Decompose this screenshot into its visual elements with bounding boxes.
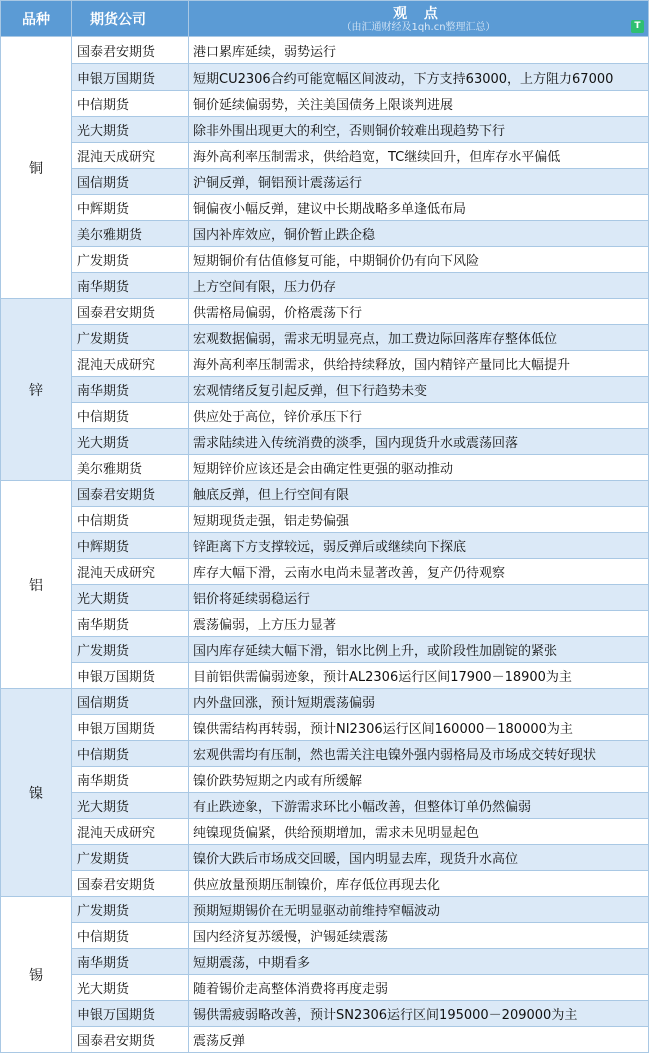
view-cell: 短期CU2306合约可能宽幅区间波动，下方支持63000，上方阻力67000 <box>189 64 649 91</box>
t-badge-icon[interactable]: T <box>631 20 644 33</box>
table-row <box>1 403 649 429</box>
view-cell: 需求陆续进入传统消费的淡季，国内现货升水或震荡回落 <box>189 429 649 455</box>
company-cell: 中信期货 <box>72 403 189 429</box>
table-row <box>1 351 649 377</box>
table-row <box>1 377 649 403</box>
view-cell: 国内补库效应，铜价暂止跌企稳 <box>189 221 649 247</box>
view-cell: 宏观数据偏弱，需求无明显亮点，加工费边际回落库存整体低位 <box>189 325 649 351</box>
table-row <box>1 91 649 117</box>
view-cell: 震荡偏弱，上方压力显著 <box>189 611 649 637</box>
table-row <box>1 949 649 975</box>
view-cell: 国内库存延续大幅下滑，铝水比例上升，或阶段性加剧锭的紧张 <box>189 637 649 663</box>
company-cell: 光大期货 <box>72 117 189 143</box>
view-cell: 触底反弹，但上行空间有限 <box>189 481 649 507</box>
table-row <box>1 637 649 663</box>
company-cell: 申银万国期货 <box>72 1001 189 1027</box>
view-cell: 震荡反弹 <box>189 1027 649 1053</box>
table-row <box>1 481 649 507</box>
header-view <box>189 1 649 37</box>
header-view-title: 观 点 <box>393 5 444 22</box>
table-row <box>1 325 649 351</box>
company-cell: 国泰君安期货 <box>72 299 189 325</box>
category-cell: 镍 <box>1 689 72 897</box>
table-row <box>1 663 649 689</box>
table-row <box>1 1027 649 1053</box>
view-cell: 供需格局偏弱，价格震荡下行 <box>189 299 649 325</box>
table-row <box>1 741 649 767</box>
view-cell: 镍价跌势短期之内或有所缓解 <box>189 767 649 793</box>
company-cell: 国泰君安期货 <box>72 871 189 897</box>
view-cell: 国内经济复苏缓慢，沪锡延续震荡 <box>189 923 649 949</box>
company-cell: 中信期货 <box>72 507 189 533</box>
header-company: 期货公司 <box>72 1 189 37</box>
header-category: 品种 <box>1 1 72 37</box>
view-cell: 短期铜价有估值修复可能，中期铜价仍有向下风险 <box>189 247 649 273</box>
view-cell: 供应处于高位，锌价承压下行 <box>189 403 649 429</box>
view-cell: 铜价延续偏弱势，关注美国债务上限谈判进展 <box>189 91 649 117</box>
company-cell: 广发期货 <box>72 845 189 871</box>
view-cell: 镍价大跌后市场成交回暖，国内明显去库，现货升水高位 <box>189 845 649 871</box>
table-row <box>1 273 649 299</box>
view-cell: 镍供需结构再转弱，预计NI2306运行区间160000－180000为主 <box>189 715 649 741</box>
table-row <box>1 533 649 559</box>
table-row <box>1 143 649 169</box>
view-cell: 预期短期锡价在无明显驱动前维持窄幅波动 <box>189 897 649 923</box>
company-cell: 美尔雅期货 <box>72 455 189 481</box>
company-cell: 光大期货 <box>72 429 189 455</box>
table-row <box>1 64 649 91</box>
table-row <box>1 793 649 819</box>
view-cell: 除非外围出现更大的利空，否则铜价较难出现趋势下行 <box>189 117 649 143</box>
table-row <box>1 715 649 741</box>
view-cell: 库存大幅下滑，云南水电尚未显著改善，复产仍待观察 <box>189 559 649 585</box>
table-row <box>1 1001 649 1027</box>
company-cell: 申银万国期货 <box>72 64 189 91</box>
table-row <box>1 871 649 897</box>
company-cell: 申银万国期货 <box>72 715 189 741</box>
table-row <box>1 429 649 455</box>
view-cell: 短期震荡，中期看多 <box>189 949 649 975</box>
view-cell: 海外高利率压制需求，供给持续释放，国内精锌产量同比大幅提升 <box>189 351 649 377</box>
company-cell: 广发期货 <box>72 897 189 923</box>
table-row <box>1 221 649 247</box>
view-cell: 锡供需疲弱略改善，预计SN2306运行区间195000－209000为主 <box>189 1001 649 1027</box>
company-cell: 广发期货 <box>72 247 189 273</box>
table-row <box>1 169 649 195</box>
table-row <box>1 845 649 871</box>
category-cell: 铜 <box>1 37 72 299</box>
view-cell: 短期现货走强，铝走势偏强 <box>189 507 649 533</box>
view-cell: 有止跌迹象，下游需求环比小幅改善，但整体订单仍然偏弱 <box>189 793 649 819</box>
company-cell: 国泰君安期货 <box>72 37 189 64</box>
company-cell: 广发期货 <box>72 637 189 663</box>
view-cell: 上方空间有限，压力仍存 <box>189 273 649 299</box>
company-cell: 中辉期货 <box>72 533 189 559</box>
table-row <box>1 117 649 143</box>
company-cell: 国信期货 <box>72 689 189 715</box>
view-cell: 供应放量预期压制镍价，库存低位再现去化 <box>189 871 649 897</box>
company-cell: 混沌天成研究 <box>72 351 189 377</box>
table-row <box>1 37 649 64</box>
table-row <box>1 507 649 533</box>
table-row <box>1 611 649 637</box>
table-row <box>1 923 649 949</box>
view-cell: 铝价将延续弱稳运行 <box>189 585 649 611</box>
company-cell: 美尔雅期货 <box>72 221 189 247</box>
company-cell: 南华期货 <box>72 273 189 299</box>
company-cell: 中辉期货 <box>72 195 189 221</box>
view-cell: 宏观供需均有压制，然也需关注电镍外强内弱格局及市场成交转好现状 <box>189 741 649 767</box>
view-cell: 海外高利率压制需求，供给趋宽，TC继续回升，但库存水平偏低 <box>189 143 649 169</box>
table-row <box>1 247 649 273</box>
company-cell: 国信期货 <box>72 169 189 195</box>
category-cell: 锡 <box>1 897 72 1053</box>
company-cell: 混沌天成研究 <box>72 143 189 169</box>
category-cell: 锌 <box>1 299 72 481</box>
view-cell: 锌距离下方支撑较远，弱反弹后或继续向下探底 <box>189 533 649 559</box>
company-cell: 光大期货 <box>72 975 189 1001</box>
company-cell: 国泰君安期货 <box>72 1027 189 1053</box>
header-view-source: （由汇通财经及1qh.cn整理汇总） <box>341 21 496 33</box>
table-row <box>1 975 649 1001</box>
table-row <box>1 195 649 221</box>
table-row <box>1 897 649 923</box>
company-cell: 混沌天成研究 <box>72 819 189 845</box>
view-cell: 内外盘回涨，预计短期震荡偏弱 <box>189 689 649 715</box>
company-cell: 广发期货 <box>72 325 189 351</box>
company-cell: 中信期货 <box>72 923 189 949</box>
table-row <box>1 585 649 611</box>
company-cell: 国泰君安期货 <box>72 481 189 507</box>
company-cell: 南华期货 <box>72 767 189 793</box>
table-row <box>1 455 649 481</box>
company-cell: 南华期货 <box>72 949 189 975</box>
company-cell: 南华期货 <box>72 611 189 637</box>
view-cell: 宏观情绪反复引起反弹，但下行趋势未变 <box>189 377 649 403</box>
table-row <box>1 299 649 325</box>
category-cell: 铝 <box>1 481 72 689</box>
table-row <box>1 559 649 585</box>
table-row <box>1 767 649 793</box>
company-cell: 中信期货 <box>72 91 189 117</box>
table-row <box>1 689 649 715</box>
view-cell: 铜偏夜小幅反弹，建议中长期战略多单逢低布局 <box>189 195 649 221</box>
company-cell: 光大期货 <box>72 585 189 611</box>
table-body <box>1 37 649 1053</box>
view-cell: 随着锡价走高整体消费将再度走弱 <box>189 975 649 1001</box>
table-row <box>1 819 649 845</box>
view-cell: 沪铜反弹，铜铝预计震荡运行 <box>189 169 649 195</box>
company-cell: 南华期货 <box>72 377 189 403</box>
header-row <box>1 1 649 37</box>
company-cell: 中信期货 <box>72 741 189 767</box>
view-cell: 纯镍现货偏紧，供给预期增加，需求未见明显起色 <box>189 819 649 845</box>
company-cell: 申银万国期货 <box>72 663 189 689</box>
view-cell: 短期锌价应该还是会由确定性更强的驱动推动 <box>189 455 649 481</box>
company-cell: 混沌天成研究 <box>72 559 189 585</box>
view-cell: 港口累库延续，弱势运行 <box>189 37 649 64</box>
company-cell: 光大期货 <box>72 793 189 819</box>
view-cell: 目前铝供需偏弱迹象，预计AL2306运行区间17900－18900为主 <box>189 663 649 689</box>
